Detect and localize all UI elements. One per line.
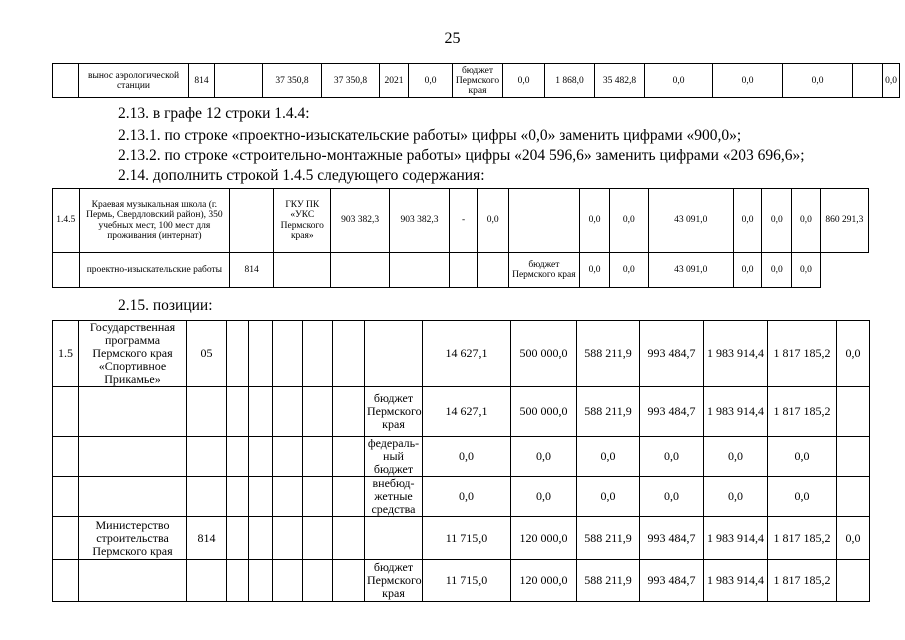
cell-value: 1 817 185,2 [768, 517, 837, 560]
cell-customer: ГКУ ПК «УКС Пермского края» [274, 189, 331, 253]
cell-value: 35 482,8 [595, 64, 645, 98]
table-sport-program [52, 320, 870, 602]
cell-value [837, 560, 870, 602]
cell-source: бюджет Пермского края [365, 387, 423, 437]
cell [227, 477, 249, 517]
cell-value: 0,0 [423, 437, 511, 477]
table-row [53, 560, 870, 602]
cell [508, 189, 580, 253]
cell-value [837, 477, 870, 517]
cell-name: Министерство строительства Пермского края [79, 517, 187, 560]
cell-value: 0,0 [477, 189, 508, 253]
paragraph-2-14: 2.14. дополнить строкой 1.4.5 следующего содержания: [118, 167, 485, 184]
cell-value: 0,0 [768, 437, 837, 477]
cell-value: 0,0 [762, 253, 792, 288]
cell [53, 253, 80, 288]
table-row [53, 253, 869, 288]
cell [227, 560, 249, 602]
cell [303, 387, 333, 437]
cell-code [187, 560, 227, 602]
cell-code: 814 [189, 64, 215, 98]
paragraph-2-13-2: 2.13.2. по строке «строительно-монтажные работы» цифры «204 596,6» заменить цифрами «203 696,6»; [118, 147, 805, 164]
cell-num [53, 517, 79, 560]
cell-name: вынос аэрологической станции [79, 64, 189, 98]
cell-value: 1 983 914,4 [704, 387, 768, 437]
cell-value: 1 817 185,2 [768, 560, 837, 602]
cell-value: 0,0 [503, 64, 545, 98]
cell-source [365, 321, 423, 387]
cell-value: 0,0 [511, 477, 577, 517]
cell [227, 437, 249, 477]
table-row [53, 64, 900, 98]
cell-value: 1 983 914,4 [704, 321, 768, 387]
cell-num [53, 387, 79, 437]
cell-name: Государственная программа Пермского края «Спортивное Прикамье» [79, 321, 187, 387]
cell-num [53, 560, 79, 602]
cell-value: 0,0 [640, 437, 704, 477]
cell-value: 588 211,9 [577, 321, 640, 387]
cell-value: 860 291,3 [820, 189, 868, 253]
cell-name [79, 477, 187, 517]
cell-value [837, 387, 870, 437]
cell-num: 1.5 [53, 321, 79, 387]
table-row [53, 477, 870, 517]
cell [333, 437, 365, 477]
cell-value: 14 627,1 [423, 321, 511, 387]
cell [333, 477, 365, 517]
cell-source: внебюд-жетные средства [365, 477, 423, 517]
cell-name: проектно-изыскательские работы [79, 253, 230, 288]
cell-value: 0,0 [704, 477, 768, 517]
cell-value: 1 983 914,4 [704, 560, 768, 602]
cell [274, 253, 331, 288]
cell-value: 120 000,0 [511, 560, 577, 602]
cell-code [187, 387, 227, 437]
cell [249, 387, 273, 437]
cell-value: 43 091,0 [648, 253, 733, 288]
cell-num [53, 477, 79, 517]
cell [331, 253, 389, 288]
cell-value: 43 091,0 [648, 189, 733, 253]
cell-value: 588 211,9 [577, 517, 640, 560]
cell [230, 189, 274, 253]
cell-value: 0,0 [423, 477, 511, 517]
cell-value: 1 868,0 [545, 64, 595, 98]
cell [249, 477, 273, 517]
cell-value: 500 000,0 [511, 321, 577, 387]
cell-value: 0,0 [713, 64, 783, 98]
cell-value: 0,0 [883, 64, 900, 98]
cell-value: 0,0 [645, 64, 713, 98]
cell [333, 387, 365, 437]
cell [227, 387, 249, 437]
cell-value: 37 350,8 [263, 64, 322, 98]
cell-value: 1 817 185,2 [768, 387, 837, 437]
cell-code: 05 [187, 321, 227, 387]
paragraph-2-13-1: 2.13.1. по строке «проектно-изыскательские работы» цифры «0,0» заменить цифрами «900,0»; [118, 127, 742, 144]
cell-value: 0,0 [577, 437, 640, 477]
cell-value: 37 350,8 [322, 64, 380, 98]
cell-value: 0,0 [733, 189, 762, 253]
cell-value: 0,0 [609, 253, 648, 288]
cell-value: - [450, 189, 478, 253]
cell [303, 560, 333, 602]
cell-value: 0,0 [609, 189, 648, 253]
cell-value: 0,0 [704, 437, 768, 477]
cell-source [365, 517, 423, 560]
cell [273, 387, 303, 437]
cell [333, 517, 365, 560]
cell [333, 321, 365, 387]
table-music-school [52, 188, 869, 288]
cell [303, 477, 333, 517]
cell-value: 11 715,0 [423, 560, 511, 602]
table-aerological-station [52, 63, 900, 98]
cell-year: 2021 [380, 64, 409, 98]
cell-value: 993 484,7 [640, 517, 704, 560]
cell [273, 560, 303, 602]
cell-value: 903 382,3 [331, 189, 389, 253]
cell [450, 253, 478, 288]
cell [303, 437, 333, 477]
cell-value: 0,0 [792, 253, 821, 288]
paragraph-2-15: 2.15. позиции: [118, 297, 213, 314]
cell-value: 993 484,7 [640, 560, 704, 602]
cell-value: 993 484,7 [640, 321, 704, 387]
cell-num: 1.4.5 [53, 189, 80, 253]
page-number: 25 [444, 30, 461, 47]
cell-code: 814 [187, 517, 227, 560]
cell-value: 1 983 914,4 [704, 517, 768, 560]
cell-source: бюджет Пермского края [365, 560, 423, 602]
cell [273, 477, 303, 517]
cell-value: 0,0 [580, 253, 610, 288]
cell-value: 0,0 [577, 477, 640, 517]
cell [215, 64, 263, 98]
cell-source: бюджет Пермского края [453, 64, 503, 98]
cell-value: 0,0 [580, 189, 610, 253]
cell-value: 0,0 [409, 64, 453, 98]
cell [273, 517, 303, 560]
cell-source: бюджет Пермского края [508, 253, 580, 288]
cell-value: 120 000,0 [511, 517, 577, 560]
cell [303, 517, 333, 560]
cell [227, 517, 249, 560]
cell [53, 64, 79, 98]
table-row [53, 321, 870, 387]
cell [249, 517, 273, 560]
cell-value: 0,0 [837, 321, 870, 387]
cell-value: 1 817 185,2 [768, 321, 837, 387]
table-row [53, 387, 870, 437]
cell-value: 0,0 [511, 437, 577, 477]
cell-name: Краевая музыкальная школа (г. Пермь, Свердловский район), 350 учебных мест, 100 мест для проживания (интернат) [79, 189, 230, 253]
cell-value: 588 211,9 [577, 560, 640, 602]
cell [249, 321, 273, 387]
table-row [53, 437, 870, 477]
cell-value [837, 437, 870, 477]
cell-value: 500 000,0 [511, 387, 577, 437]
cell-value: 903 382,3 [389, 189, 449, 253]
cell-code [187, 437, 227, 477]
table-row [53, 517, 870, 560]
cell [477, 253, 508, 288]
cell [273, 437, 303, 477]
cell-code [187, 477, 227, 517]
cell [273, 321, 303, 387]
cell-name [79, 560, 187, 602]
cell-source: федераль-ный бюджет [365, 437, 423, 477]
cell [249, 560, 273, 602]
cell-value: 0,0 [762, 189, 792, 253]
cell [389, 253, 449, 288]
cell-value: 0,0 [768, 477, 837, 517]
cell-value: 0,0 [733, 253, 762, 288]
cell-value: 14 627,1 [423, 387, 511, 437]
cell [249, 437, 273, 477]
cell-value: 0,0 [640, 477, 704, 517]
table-row [53, 189, 869, 253]
cell [820, 253, 868, 288]
cell-value: 0,0 [837, 517, 870, 560]
cell-value: 0,0 [792, 189, 821, 253]
cell [303, 321, 333, 387]
paragraph-2-13: 2.13. в графе 12 строки 1.4.4: [118, 105, 310, 122]
cell-name [79, 387, 187, 437]
cell-code: 814 [230, 253, 274, 288]
cell-value: 11 715,0 [423, 517, 511, 560]
cell [227, 321, 249, 387]
cell-num [53, 437, 79, 477]
cell-value: 993 484,7 [640, 387, 704, 437]
cell [853, 64, 883, 98]
cell [333, 560, 365, 602]
cell-value: 0,0 [783, 64, 853, 98]
cell-name [79, 437, 187, 477]
cell-value: 588 211,9 [577, 387, 640, 437]
